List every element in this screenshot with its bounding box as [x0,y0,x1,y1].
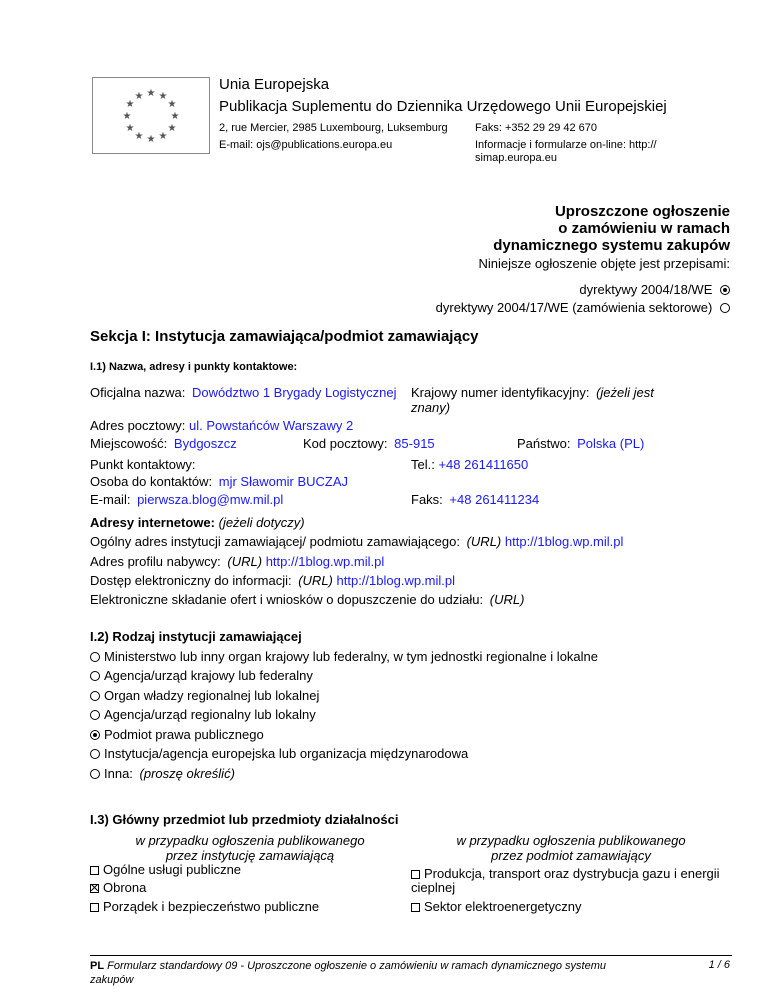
left-column-head-2: przez instytucję zamawiającą [165,848,335,863]
svg-text:★: ★ [122,111,132,122]
country-row [517,436,644,451]
footer-lang: PL [90,960,105,972]
general-address-row [90,534,623,549]
internet-addresses-hint: (jeżeli dotyczy) [218,515,305,530]
activity-option-gas[interactable] [411,866,720,881]
official-name-value: Dowództwo 1 Brygady Logistycznej [192,385,397,400]
activity-label: Sektor elektroenergetyczny [424,899,582,914]
header-email: E-mail: ojs@publications.europa.eu [219,139,393,151]
directive-2004-17-row [436,300,730,315]
contact-person-row [90,474,348,489]
svg-text:★: ★ [125,123,135,134]
email-value[interactable]: pierwsza.blog@mw.mil.pl [137,492,284,507]
e-access-link[interactable]: http://1blog.wp.mil.pl [336,573,456,588]
authority-type-radio[interactable] [90,652,100,662]
page-number: 1 / 6 [708,959,730,971]
national-id-row [411,385,654,400]
authority-type-option[interactable] [90,746,468,761]
activity-option[interactable] [90,899,319,914]
authority-type-label: Inna: [104,766,133,781]
activity-checkbox[interactable] [411,870,420,879]
right-column-head-2: przez podmiot zamawiający [491,848,651,863]
svg-text:★: ★ [158,91,168,102]
svg-text:★: ★ [146,88,156,99]
activity-option-electricity[interactable] [411,899,582,914]
national-id-label: Krajowy numer identyfikacyjny: [411,385,590,400]
activity-checkbox[interactable] [90,903,99,912]
svg-text:★: ★ [146,134,156,145]
i1-title: I.1) Nazwa, adresy i punkty kontaktowe: [90,361,298,373]
authority-type-option[interactable] [90,668,313,683]
e-access-label: Dostęp elektroniczny do informacji: [90,573,292,588]
right-column-head-1: w przypadku ogłoszenia publikowanego [456,833,686,848]
national-id-hint-2: znany) [411,400,451,415]
fax-row [411,492,539,507]
fax-label: Faks: [411,492,443,507]
activity-label: Porządek i bezpieczeństwo publiczne [103,899,320,914]
org-name: Unia Europejska [219,76,330,93]
authority-type-label: Agencja/urząd krajowy lub federalny [104,668,313,683]
e-access-url-tag: (URL) [298,573,333,588]
authority-type-label: Podmiot prawa publicznego [104,727,264,742]
svg-text:★: ★ [170,111,180,122]
svg-text:★: ★ [158,131,168,142]
zip-label: Kod pocztowy: [303,436,388,451]
directive-2004-18-label: dyrektywy 2004/18/WE [579,282,713,297]
buyer-profile-row [90,554,384,569]
notice-title-3: dynamicznego systemu zakupów [493,237,730,254]
zip-value: 85-915 [394,436,435,451]
header-address: 2, rue Mercier, 2985 Luxembourg, Luksemburg [219,122,448,134]
section-1-title: Sekcja I: Instytucja zamawiająca/podmiot zamawiający [90,328,479,345]
buyer-profile-link[interactable]: http://1blog.wp.mil.pl [265,554,385,569]
authority-type-option-other[interactable] [90,766,235,781]
activity-checkbox-checked[interactable] [90,884,99,893]
contact-point-label: Punkt kontaktowy: [90,457,196,472]
activity-label: Ogólne usługi publiczne [103,862,242,877]
email-row [90,492,283,507]
internet-addresses-label: Adresy internetowe: [90,515,215,530]
svg-text:★: ★ [134,91,144,102]
city-label: Miejscowość: [90,436,168,451]
svg-text:★: ★ [167,99,177,110]
activity-checkbox[interactable] [90,866,99,875]
activity-label-gas-cont: cieplnej [411,880,456,895]
activity-option[interactable] [90,880,146,895]
svg-text:★: ★ [134,131,144,142]
directive-2004-17-radio[interactable] [720,303,730,313]
eu-stars-icon [93,78,209,153]
fax-value: +48 261411234 [449,492,540,507]
activity-checkbox[interactable] [411,903,420,912]
header-info-line1: Informacje i formularze on-line: http:// [475,139,657,151]
postal-label: Adres pocztowy: [90,418,186,433]
contact-person-label: Osoba do kontaktów: [90,474,213,489]
city-value: Bydgoszcz [173,436,237,451]
authority-type-option[interactable] [90,727,264,742]
tel-label: Tel.: [411,457,435,472]
authority-type-option[interactable] [90,649,598,664]
buyer-profile-label: Adres profilu nabywcy: [90,554,221,569]
directive-2004-18-radio[interactable] [720,285,730,295]
header-info-line2: simap.europa.eu [475,152,557,164]
authority-type-radio[interactable] [90,671,100,681]
publication-title: Publikacja Suplementu do Dziennika Urzędowego Unii Europejskiej [219,98,667,115]
directive-2004-18-row [579,282,730,297]
tel-value: +48 261411650 [438,457,529,472]
city-row [90,436,237,451]
country-label: Państwo: [517,436,571,451]
footer-form-title: Formularz standardowy 09 - Uproszczone ogłoszenie o zamówieniu w ramach dynamicznego systemu [107,960,607,972]
e-submission-url-tag: (URL) [489,592,525,607]
other-hint: (proszę określić) [139,766,235,781]
postal-value: ul. Powstańców Warszawy 2 [189,418,354,433]
svg-text:★: ★ [167,123,177,134]
postal-row [90,418,353,433]
svg-text:★: ★ [125,99,135,110]
notice-subject: Niniejsze ogłoszenie objęte jest przepisami: [478,256,730,271]
footer-divider [90,955,732,956]
contact-person-value: mjr Sławomir BUCZAJ [218,474,349,489]
header-fax: Faks: +352 29 29 42 670 [475,122,598,134]
e-submission-label: Elektroniczne składanie ofert i wniosków o dopuszczenie do udziału: [90,592,484,607]
footer-form-title-cont: zakupów [90,974,134,986]
authority-type-radio-selected[interactable] [90,730,100,740]
directive-2004-17-label: dyrektywy 2004/17/WE (zamówienia sektorowe) [435,300,713,315]
country-value: Polska (PL) [577,436,645,451]
activity-label: Produkcja, transport oraz dystrybucja gazu i energii [424,866,720,881]
footer-text [90,959,680,987]
authority-type-label: Organ władzy regionalnej lub lokalnej [104,688,320,703]
official-name-row [90,385,397,400]
notice-title-2: o zamówieniu w ramach [558,220,730,237]
i2-title: I.2) Rodzaj instytucji zamawiającej [90,629,302,644]
e-submission-row [90,592,524,607]
buyer-url-tag: (URL) [227,554,263,569]
general-url-tag: (URL) [466,534,502,549]
authority-type-radio[interactable] [90,749,100,759]
general-address-label: Ogólny adres instytucji zamawiającej/ podmiotu zamawiającego: [90,534,460,549]
zip-row [303,436,435,451]
general-url-link[interactable]: http://1blog.wp.mil.pl [504,534,624,549]
eu-flag-logo [92,77,210,154]
authority-type-label: Ministerstwo lub inny organ krajowy lub federalny, w tym jednostki regionalne i lokalne [104,649,598,664]
tel-row [411,457,528,472]
activity-label: Obrona [103,880,147,895]
activity-option[interactable] [90,862,241,877]
authority-type-option[interactable] [90,707,316,722]
authority-type-radio[interactable] [90,691,100,701]
authority-type-radio[interactable] [90,710,100,720]
left-column-head-1: w przypadku ogłoszenia publikowanego [135,833,365,848]
authority-type-label: Instytucja/agencja europejska lub organizacja międzynarodowa [104,746,469,761]
authority-type-label: Agencja/urząd regionalny lub lokalny [104,707,316,722]
national-id-hint-1: (jeżeli jest [596,385,654,400]
email-label: E-mail: [90,492,131,507]
i3-title: I.3) Główny przedmiot lub przedmioty działalności [90,812,399,827]
authority-type-radio[interactable] [90,769,100,779]
e-access-row [90,573,455,588]
authority-type-option[interactable] [90,688,319,703]
notice-title-1: Uproszczone ogłoszenie [554,203,730,220]
official-name-label: Oficjalna nazwa: [90,385,186,400]
internet-addresses-row [90,515,305,530]
